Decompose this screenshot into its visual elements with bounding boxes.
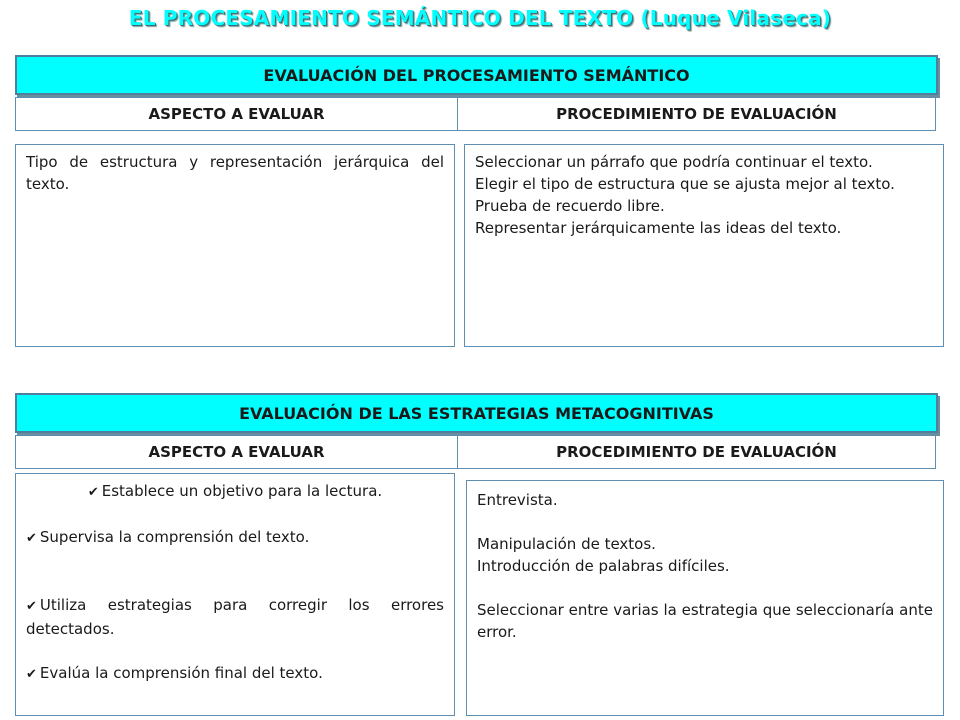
column-header-procedure: PROCEDIMIENTO DE EVALUACIÓN bbox=[457, 435, 936, 469]
procedure-item: Prueba de recuerdo libre. bbox=[475, 197, 665, 215]
checklist-item: ✔ Supervisa la comprensión del texto. bbox=[26, 528, 310, 546]
checklist-item: ✔ Evalúa la comprensión final del texto. bbox=[26, 664, 323, 682]
checkmark-icon: ✔ bbox=[26, 667, 37, 682]
column-header-aspect: ASPECTO A EVALUAR bbox=[15, 97, 458, 131]
checkmark-icon: ✔ bbox=[26, 531, 37, 546]
checklist-item: ✔ Establece un objetivo para la lectura. bbox=[87, 482, 383, 500]
checklist-item: ✔ Utiliza estrategias para corregir los errores detectados. bbox=[26, 596, 444, 638]
procedure-item: Seleccionar un párrafo que podría continuar el texto. bbox=[475, 153, 873, 171]
section-header-semantic: EVALUACIÓN DEL PROCESAMIENTO SEMÁNTICO bbox=[15, 55, 938, 95]
procedure-box-metacognitive bbox=[466, 480, 944, 716]
procedure-item: Seleccionar entre varias la estrategia que seleccionaría ante error. bbox=[477, 601, 933, 641]
page-title: EL PROCESAMIENTO SEMÁNTICO DEL TEXTO (Luque Vilaseca) bbox=[128, 6, 832, 30]
procedure-box-semantic bbox=[464, 144, 944, 347]
procedure-item: Entrevista. bbox=[477, 491, 558, 509]
checkmark-icon: ✔ bbox=[87, 485, 99, 500]
aspect-text: Tipo de estructura y representación jerárquica del texto. bbox=[26, 153, 444, 193]
checkmark-icon: ✔ bbox=[26, 599, 37, 614]
aspect-box-semantic bbox=[15, 144, 455, 347]
column-header-procedure: PROCEDIMIENTO DE EVALUACIÓN bbox=[457, 97, 936, 131]
procedure-item: Introducción de palabras difíciles. bbox=[477, 557, 730, 575]
section-header-metacognitive: EVALUACIÓN DE LAS ESTRATEGIAS METACOGNITIVAS bbox=[15, 393, 938, 433]
column-header-aspect: ASPECTO A EVALUAR bbox=[15, 435, 458, 469]
procedure-item: Manipulación de textos. bbox=[477, 535, 656, 553]
aspect-box-metacognitive bbox=[15, 473, 455, 716]
procedure-item: Representar jerárquicamente las ideas del texto. bbox=[475, 219, 842, 237]
procedure-item: Elegir el tipo de estructura que se ajusta mejor al texto. bbox=[475, 175, 895, 193]
